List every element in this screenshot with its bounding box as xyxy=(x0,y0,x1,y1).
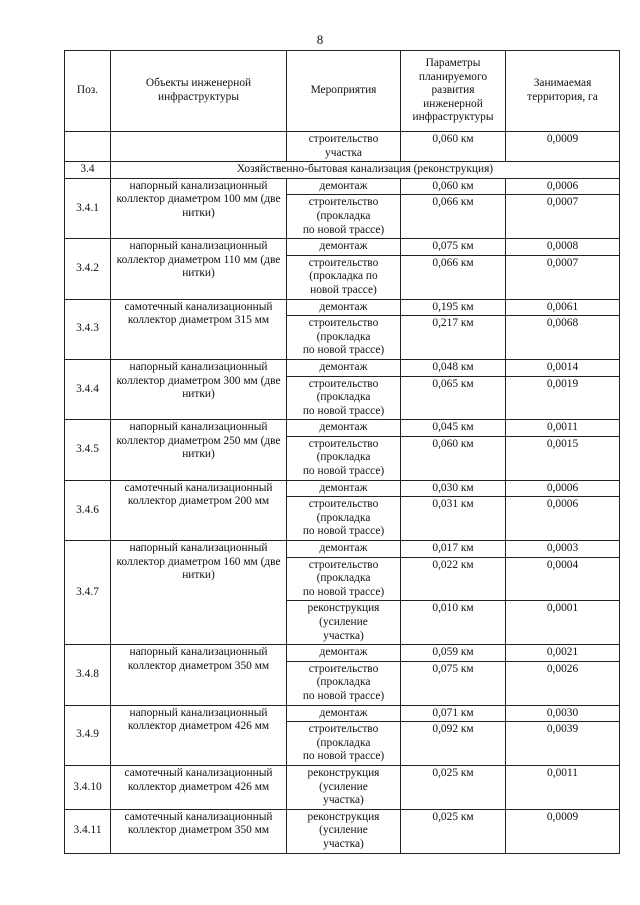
continuation-param: 0,060 км xyxy=(401,132,506,162)
row-area: 0,0061 xyxy=(506,299,620,316)
row-object: напорный канализационный коллектор диаметром 160 мм (две нитки) xyxy=(111,541,287,645)
row-activity: реконструкция (усиление участка) xyxy=(287,765,401,809)
row-param: 0,022 км xyxy=(401,557,506,601)
header-row xyxy=(65,51,620,132)
row-activity: строительство (прокладка по новой трассе) xyxy=(287,661,401,705)
row-position: 3.4.7 xyxy=(65,541,111,645)
row-object: самотечный канализационный коллектор диаметром 350 мм xyxy=(111,809,287,853)
continuation-object xyxy=(111,132,287,162)
row-param: 0,010 км xyxy=(401,601,506,645)
row-area: 0,0001 xyxy=(506,601,620,645)
row-area: 0,0039 xyxy=(506,722,620,766)
row-param: 0,195 км xyxy=(401,299,506,316)
row-area: 0,0006 xyxy=(506,178,620,195)
row-object: напорный канализационный коллектор диаметром 110 мм (две нитки) xyxy=(111,239,287,299)
table-row xyxy=(65,705,620,722)
header-params: Параметры планируемого развития инженерной инфраструктуры xyxy=(401,51,506,132)
row-object: напорный канализационный коллектор диаметром 426 мм xyxy=(111,705,287,765)
table-row xyxy=(65,541,620,558)
row-param: 0,066 км xyxy=(401,195,506,239)
row-param: 0,031 км xyxy=(401,497,506,541)
row-param: 0,060 км xyxy=(401,178,506,195)
row-activity: демонтаж xyxy=(287,299,401,316)
row-position: 3.4.1 xyxy=(65,178,111,238)
row-activity: строительство (прокладка по новой трассе) xyxy=(287,255,401,299)
row-activity: строительство (прокладка по новой трассе) xyxy=(287,195,401,239)
row-activity: строительство (прокладка по новой трассе) xyxy=(287,557,401,601)
row-area: 0,0004 xyxy=(506,557,620,601)
row-param: 0,217 км xyxy=(401,316,506,360)
row-param: 0,075 км xyxy=(401,661,506,705)
row-activity: демонтаж xyxy=(287,178,401,195)
row-object: напорный канализационный коллектор диаметром 100 мм (две нитки) xyxy=(111,178,287,238)
row-position: 3.4.6 xyxy=(65,480,111,540)
row-area: 0,0011 xyxy=(506,420,620,437)
row-position: 3.4.2 xyxy=(65,239,111,299)
row-area: 0,0019 xyxy=(506,376,620,420)
row-param: 0,045 км xyxy=(401,420,506,437)
row-area: 0,0006 xyxy=(506,497,620,541)
row-activity: строительство (прокладка по новой трассе) xyxy=(287,316,401,360)
row-area: 0,0014 xyxy=(506,359,620,376)
continuation-activity: строительство участка xyxy=(287,132,401,162)
table-row xyxy=(65,359,620,376)
row-activity: реконструкция (усиление участка) xyxy=(287,601,401,645)
row-area: 0,0021 xyxy=(506,645,620,662)
row-param: 0,059 км xyxy=(401,645,506,662)
row-position: 3.4.11 xyxy=(65,809,111,853)
row-object: напорный канализационный коллектор диаметром 350 мм xyxy=(111,645,287,705)
page-number: 8 xyxy=(316,32,324,47)
row-object: самотечный канализационный коллектор диаметром 426 мм xyxy=(111,765,287,809)
row-object: самотечный канализационный коллектор диаметром 315 мм xyxy=(111,299,287,359)
row-param: 0,017 км xyxy=(401,541,506,558)
row-area: 0,0007 xyxy=(506,255,620,299)
row-activity: строительство (прокладка по новой трассе) xyxy=(287,376,401,420)
row-object: напорный канализационный коллектор диаметром 300 мм (две нитки) xyxy=(111,359,287,419)
row-activity: строительство (прокладка по новой трассе) xyxy=(287,722,401,766)
table-row xyxy=(65,299,620,316)
row-param: 0,060 км xyxy=(401,436,506,480)
row-position: 3.4.10 xyxy=(65,765,111,809)
row-activity: демонтаж xyxy=(287,480,401,497)
row-area: 0,0068 xyxy=(506,316,620,360)
header-activities: Мероприятия xyxy=(287,51,401,132)
table-row xyxy=(65,178,620,195)
row-param: 0,066 км xyxy=(401,255,506,299)
row-param: 0,092 км xyxy=(401,722,506,766)
row-position: 3.4.9 xyxy=(65,705,111,765)
continuation-row xyxy=(65,132,620,162)
continuation-area: 0,0009 xyxy=(506,132,620,162)
row-area: 0,0006 xyxy=(506,480,620,497)
table-row xyxy=(65,809,620,853)
section-pos: 3.4 xyxy=(65,162,111,179)
table-row xyxy=(65,420,620,437)
row-area: 0,0030 xyxy=(506,705,620,722)
table-row xyxy=(65,645,620,662)
row-activity: демонтаж xyxy=(287,420,401,437)
row-param: 0,048 км xyxy=(401,359,506,376)
row-param: 0,030 км xyxy=(401,480,506,497)
row-activity: демонтаж xyxy=(287,359,401,376)
row-activity: демонтаж xyxy=(287,645,401,662)
table-row xyxy=(65,480,620,497)
table-row xyxy=(65,239,620,256)
table-row xyxy=(65,765,620,809)
header-pos: Поз. xyxy=(65,51,111,132)
continuation-pos xyxy=(65,132,111,162)
row-area: 0,0008 xyxy=(506,239,620,256)
row-param: 0,025 км xyxy=(401,765,506,809)
header-area: Занимаемая территория, га xyxy=(506,51,620,132)
section-row xyxy=(65,162,620,179)
row-area: 0,0009 xyxy=(506,809,620,853)
row-position: 3.4.5 xyxy=(65,420,111,480)
row-object: самотечный канализационный коллектор диаметром 200 мм xyxy=(111,480,287,540)
row-activity: строительство (прокладка по новой трассе) xyxy=(287,436,401,480)
row-activity: демонтаж xyxy=(287,239,401,256)
row-area: 0,0015 xyxy=(506,436,620,480)
row-area: 0,0011 xyxy=(506,765,620,809)
section-title: Хозяйственно-бытовая канализация (реконструкция) xyxy=(111,162,620,179)
row-position: 3.4.4 xyxy=(65,359,111,419)
row-object: напорный канализационный коллектор диаметром 250 мм (две нитки) xyxy=(111,420,287,480)
row-param: 0,075 км xyxy=(401,239,506,256)
row-area: 0,0003 xyxy=(506,541,620,558)
row-param: 0,071 км xyxy=(401,705,506,722)
row-activity: демонтаж xyxy=(287,541,401,558)
row-position: 3.4.3 xyxy=(65,299,111,359)
row-activity: строительство (прокладка по новой трассе) xyxy=(287,497,401,541)
infrastructure-table xyxy=(64,50,620,854)
row-area: 0,0007 xyxy=(506,195,620,239)
row-activity: демонтаж xyxy=(287,705,401,722)
row-activity: реконструкция (усиление участка) xyxy=(287,809,401,853)
header-objects: Объекты инженерной инфраструктуры xyxy=(111,51,287,132)
row-position: 3.4.8 xyxy=(65,645,111,705)
row-area: 0,0026 xyxy=(506,661,620,705)
table-body xyxy=(65,132,620,854)
row-param: 0,065 км xyxy=(401,376,506,420)
row-param: 0,025 км xyxy=(401,809,506,853)
